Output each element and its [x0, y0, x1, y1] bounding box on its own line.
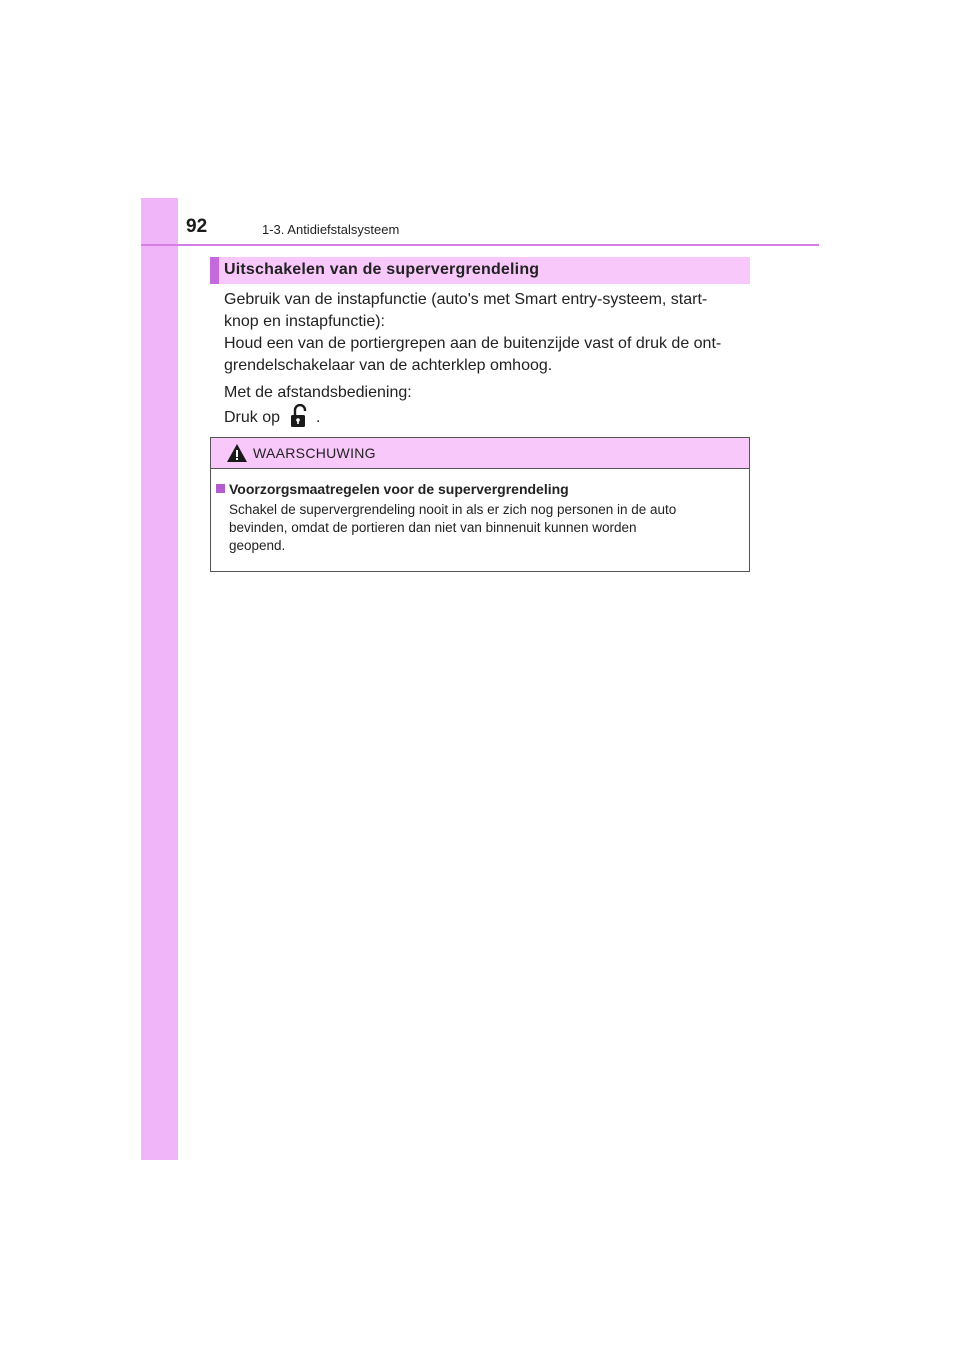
- warning-text-line: geopend.: [229, 538, 286, 553]
- warning-subtitle-text: Voorzorgsmaatregelen voor de supervergrendeling: [229, 481, 569, 497]
- warning-text: [229, 501, 740, 555]
- paragraph-line: grendelschakelaar van de achterklep omhoog.: [224, 357, 553, 374]
- warning-header: [211, 438, 749, 469]
- paragraph-line: Houd een van de portiergrepen aan de buitenzijde vast of druk de ont-: [224, 335, 722, 352]
- instruction-end: .: [316, 409, 321, 426]
- chapter-side-tab: [141, 198, 178, 1160]
- chapter-title: 1-3. Antidiefstalsysteem: [262, 222, 400, 237]
- warning-subtitle: [216, 481, 569, 497]
- page-number: 92: [186, 216, 208, 237]
- bullet-square-icon: [216, 484, 225, 493]
- paragraph-line: knop en instapfunctie):: [224, 313, 385, 330]
- warning-text-line: bevinden, omdat de portieren dan niet van binnenuit kunnen worden: [229, 520, 637, 535]
- paragraph-line: Gebruik van de instapfunctie (auto's met Smart entry-systeem, start-: [224, 291, 708, 308]
- warning-title: WAARSCHUWING: [253, 445, 376, 461]
- warning-triangle-icon: [226, 443, 248, 463]
- paragraph-instruction: [224, 404, 742, 435]
- section-heading: [210, 257, 750, 284]
- warning-box: [210, 437, 750, 572]
- section-heading-text: Uitschakelen van de supervergrendeling: [224, 261, 540, 278]
- instruction-text: Druk op: [224, 409, 281, 426]
- unlock-padlock-icon: [290, 404, 310, 435]
- warning-text-line: Schakel de supervergrendeling nooit in als er zich nog personen in de auto: [229, 502, 677, 517]
- paragraph-line: Met de afstandsbediening:: [224, 384, 412, 401]
- header-divider: [141, 244, 819, 246]
